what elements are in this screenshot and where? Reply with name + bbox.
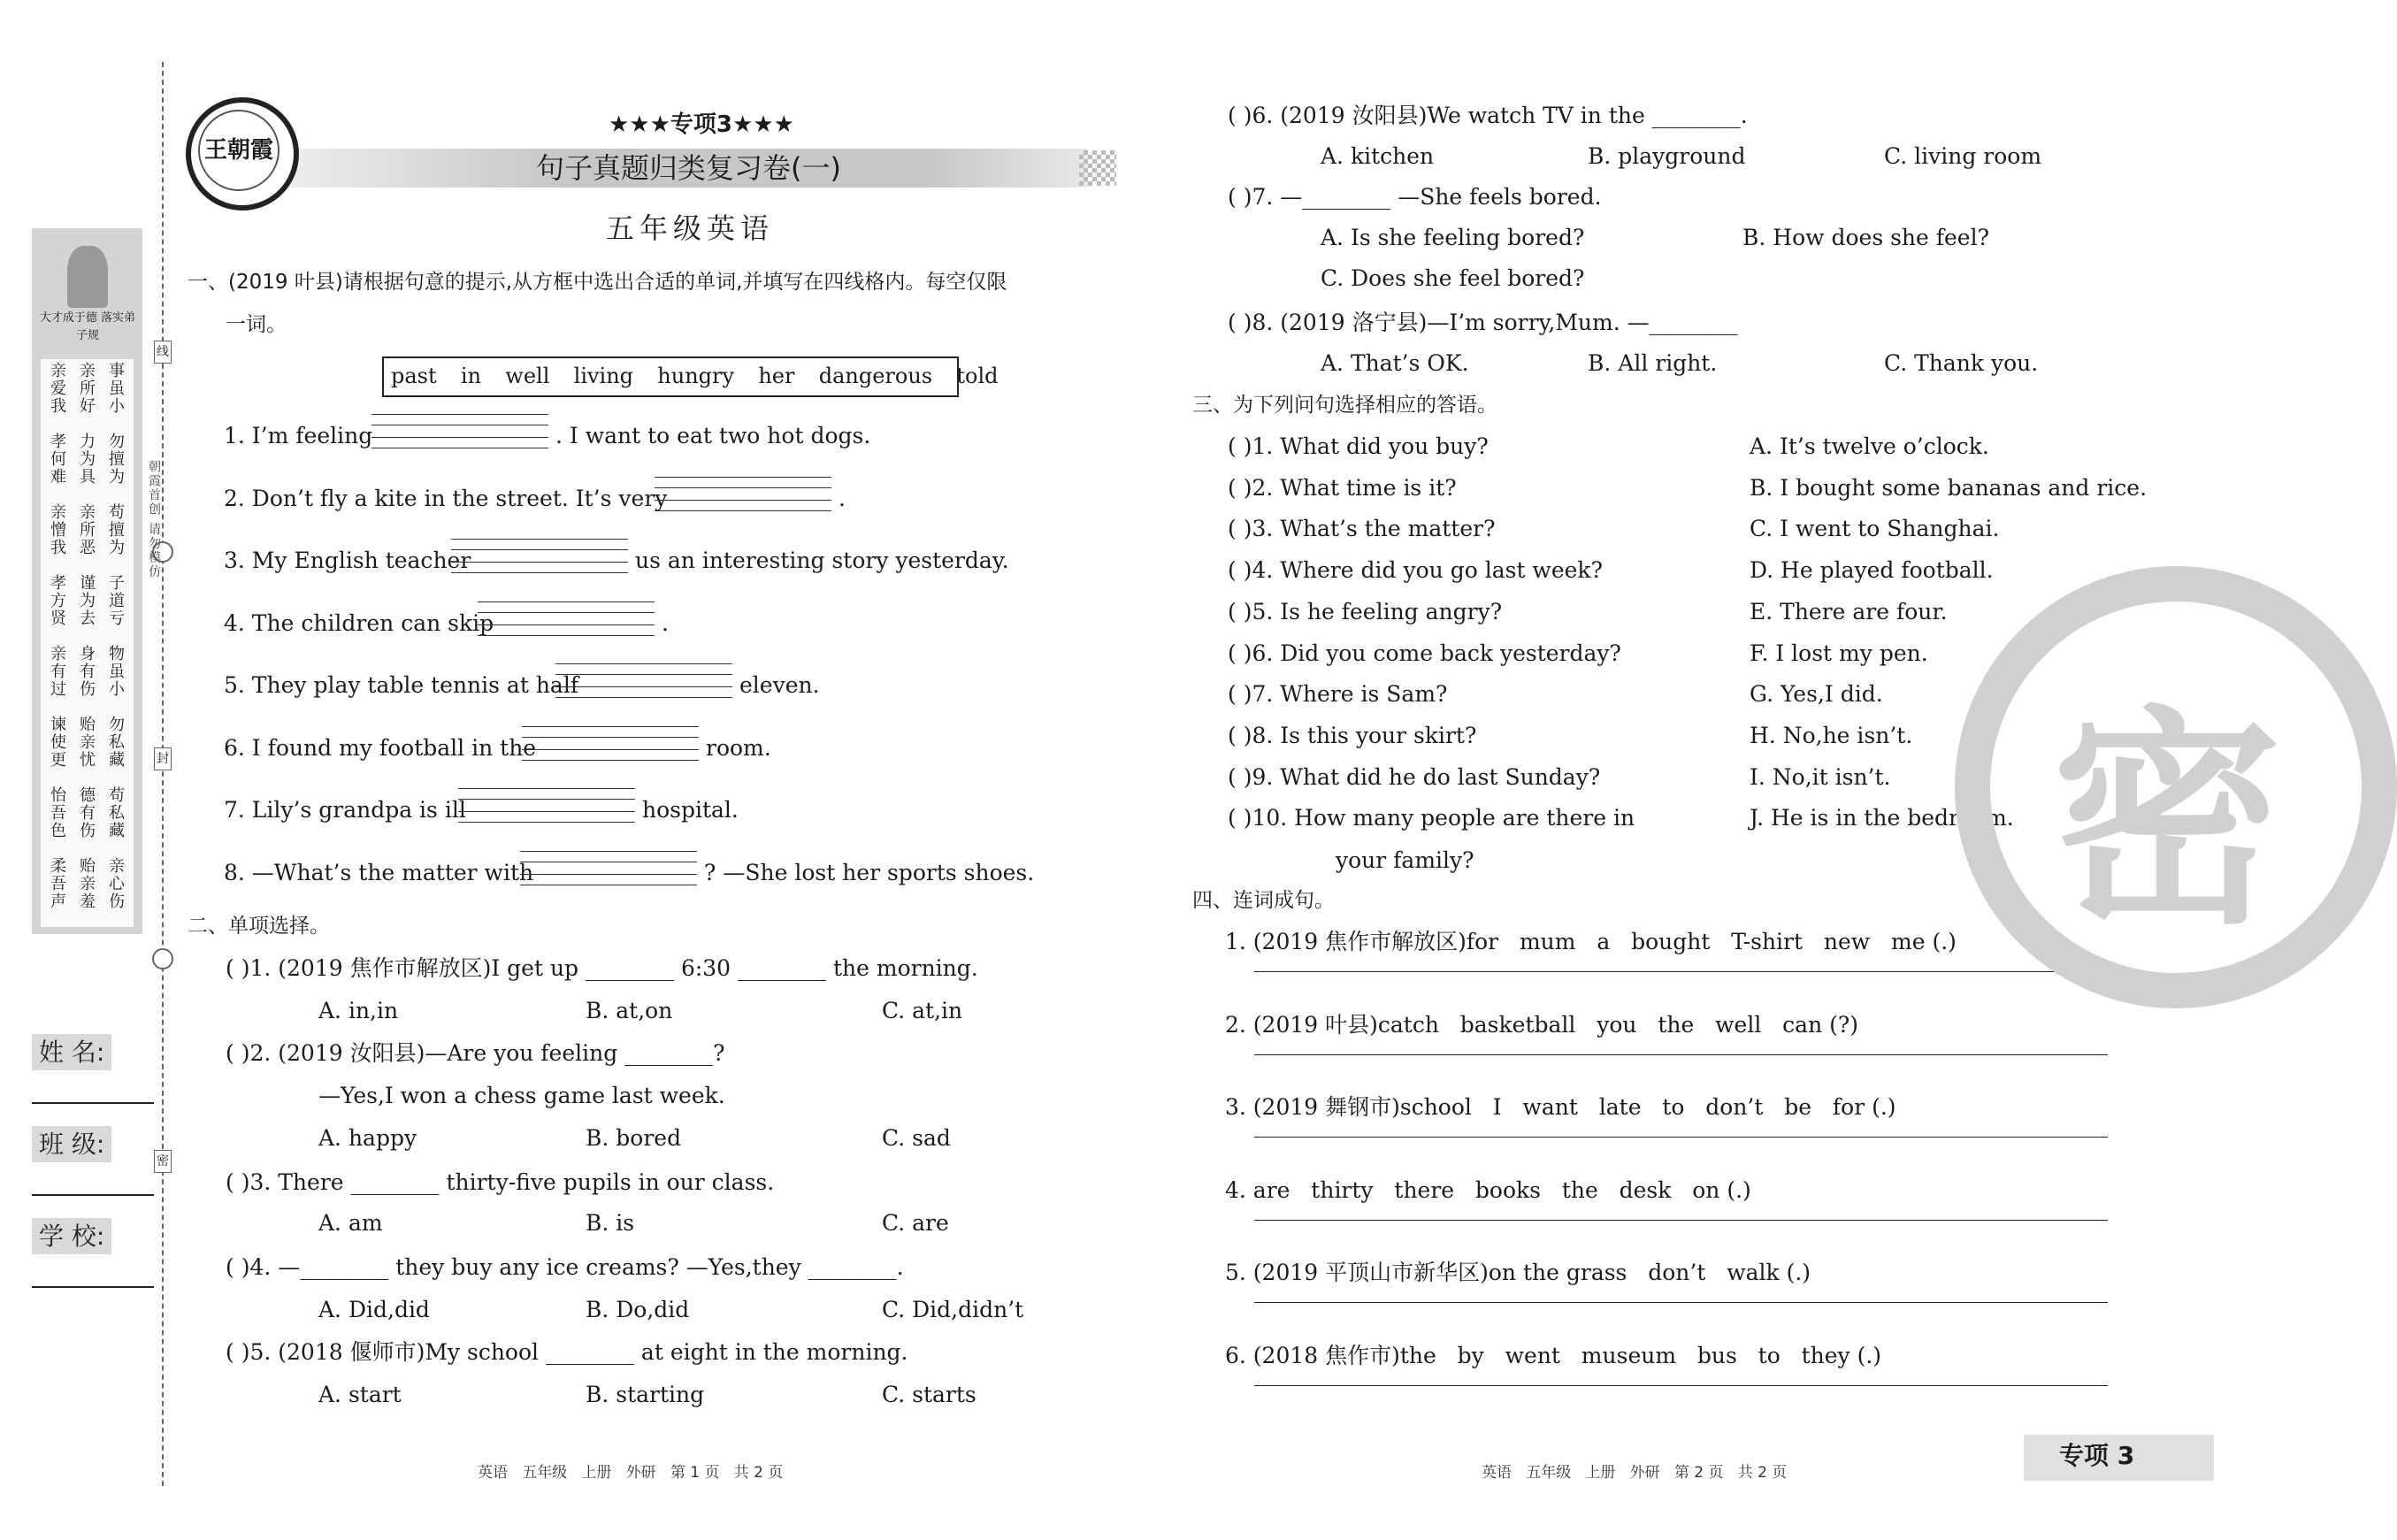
four-line-blank[interactable] [522,726,699,767]
fill-item-text-after: . I want to eat two hot dogs. [555,423,871,448]
mc-option-b[interactable]: B. starting [586,1382,705,1407]
four-line-blank[interactable] [451,539,628,579]
fill-item-text: 3. My English teacher [224,548,471,573]
page-title: 句子真题归类复习卷(一) [536,151,841,185]
mc-question: ( )5. (2018 偃师市)My school ________ at eight in the morning. [226,1339,908,1365]
poem-column: 亲所好 [80,362,96,416]
mc-option-a[interactable]: A. kitchen [1321,143,1435,169]
mc-option-b[interactable]: B. Do,did [586,1297,690,1322]
mc-option-c[interactable]: C. starts [882,1382,976,1407]
poem-column: 贻亲忧 [80,716,96,770]
mc-question: ( )6. (2019 汝阳县)We watch TV in the ________. [1228,103,1748,128]
motto-slogan: 大才成于德 落实弟子规 [39,311,136,342]
poem-column: 苟擅为 [109,503,125,557]
mc-option-b[interactable]: B. playground [1588,143,1746,169]
answer-line[interactable] [1254,1302,2108,1303]
fill-item-text: 7. Lily’s grandpa is ill [224,797,466,823]
poem-column: 亲爱我 [50,362,66,416]
mc-option-b[interactable]: B. is [586,1210,635,1236]
match-answer: J. He is in the bedroom. [1750,805,2014,831]
four-line-blank[interactable] [371,414,548,455]
answer-line[interactable] [1254,1385,2108,1386]
section2-heading: 二、单项选择。 [188,915,330,938]
logo-text: 王朝霞 [198,110,280,191]
poem-column: 亲有过 [50,645,66,699]
answer-line[interactable] [1254,1220,2108,1221]
poem-column: 柔吾声 [50,857,66,911]
mc-option-b[interactable]: B. at,on [586,998,673,1023]
mc-option-c[interactable]: C. Thank you. [1884,350,2039,376]
poem-column: 亲所恶 [80,503,96,557]
poem-column: 事虽小 [109,362,125,416]
poem-column: 力为具 [80,433,96,487]
mc-option-a[interactable]: A. am [318,1210,383,1236]
match-question: ( )6. Did you come back yesterday? [1228,640,1621,666]
reorder-prompt: 2. (2019 叶县)catch basketball you the well can (?) [1225,1011,1859,1038]
fill-item-text: 4. The children can skip [224,609,494,636]
mc-option-c[interactable]: C. sad [882,1125,951,1151]
mc-question: ( )2. (2019 汝阳县)—Are you feeling ________? [226,1040,725,1066]
fill-item-text: 8. —What’s the matter with [224,859,534,885]
four-line-blank[interactable] [555,663,732,704]
series-tag [2024,1435,2214,1481]
section1-heading: 一、(2019 叶县)请根据句意的提示,从方框中选出合适的单词,并填写在四线格内。每空仅限 [188,271,1007,294]
mascot-icon [67,246,108,308]
match-question: ( )5. Is he feeling angry? [1228,598,1503,624]
word-bank-words: past in well living hungry her dangerous told [391,364,999,388]
match-answer: F. I lost my pen. [1750,640,1928,666]
match-answer: C. I went to Shanghai. [1750,516,2000,542]
dizigui-poem [41,359,134,927]
reorder-prompt: 5. (2019 平顶山市新华区)on the grass don’t walk (.) [1225,1260,1811,1285]
poem-column: 亲憎我 [50,503,66,557]
match-question-cont: your family? [1336,847,1474,873]
reorder-prompt: 3. (2019 舞钢市)school I want late to don’t be for (.) [1225,1094,1896,1120]
match-answer: B. I bought some bananas and rice. [1750,474,2148,501]
mc-option-c[interactable]: C. living room [1884,143,2042,169]
match-question: ( )2. What time is it? [1228,474,1457,501]
fill-item-text: 1. I’m feeling [224,423,373,448]
mc-option-a[interactable]: A. happy [318,1125,417,1151]
poem-column: 子道亏 [109,574,125,628]
poem-column: 苟私藏 [109,786,125,840]
four-line-blank[interactable] [655,477,831,517]
mc-option-b[interactable]: B. bored [586,1125,682,1151]
fill-item-text: 2. Don’t fly a kite in the street. It’s very [224,485,668,511]
match-answer: D. He played football. [1750,557,1994,584]
word-bank [382,356,999,397]
match-question: ( )4. Where did you go last week? [1228,557,1603,584]
poem-column: 谨为去 [80,574,96,628]
poem-column: 贻亲羞 [80,857,96,911]
poem-column: 怡吾色 [50,786,66,840]
name-field-label: 姓 名: [32,1033,111,1069]
mc-option-b[interactable]: B. How does she feel? [1742,225,1990,250]
reorder-prompt: 1. (2019 焦作市解放区)for mum a bought T-shirt new me (.) [1225,929,1957,954]
mc-question: ( )1. (2019 焦作市解放区)I get up ________ 6:30 ________ the morning. [226,955,978,981]
mc-option-a[interactable]: A. Did,did [318,1297,430,1322]
mc-question: ( )3. There ________ thirty-five pupils in our class. [226,1169,775,1195]
match-answer: G. Yes,I did. [1750,681,1883,708]
series-label: ★★★专项3★★★ [609,111,794,138]
binding-line [162,62,164,1486]
mc-option-b[interactable]: B. All right. [1588,350,1718,376]
poem-column: 孝方贤 [50,574,66,628]
match-question: ( )3. What’s the matter? [1228,516,1496,542]
poem-column: 亲心伤 [109,857,125,911]
name-field[interactable] [32,1102,154,1104]
series-tag-text: 专项 3 [2059,1441,2135,1470]
match-question: ( )7. Where is Sam? [1228,681,1448,708]
answer-line[interactable] [1254,1054,2108,1055]
fill-item-text-after: ? —She lost her sports shoes. [704,859,1035,885]
poem-column: 勿擅为 [109,433,125,487]
four-line-blank[interactable] [478,601,655,642]
mc-question: ( )7. —________ —She feels bored. [1228,184,1602,210]
binding-hole-icon [152,948,173,969]
answer-line[interactable] [1254,1137,2108,1138]
class-field[interactable] [32,1194,154,1196]
match-question: ( )9. What did he do last Sunday? [1228,763,1601,790]
poem-column: 孝何难 [50,433,66,487]
fill-item-text: 5. They play table tennis at half [224,672,579,698]
poem-column: 物虽小 [109,645,125,699]
fill-item-text-after: room. [706,734,771,761]
mc-option-a[interactable]: A. in,in [318,998,399,1023]
mc-option-c[interactable]: C. Did,didn’t [882,1297,1024,1322]
section1-heading-cont: 一词。 [226,313,287,336]
match-question: ( )1. What did you buy? [1228,433,1489,459]
class-field-label: 班 级: [32,1125,111,1161]
mc-option-c[interactable]: C. at,in [882,998,963,1023]
reorder-prompt: 4. are thirty there books the desk on (.) [1225,1176,1751,1203]
watermark-char: 密 [2052,688,2282,955]
mc-option-c[interactable]: C. are [882,1210,949,1236]
poem-column: 谏使更 [50,716,66,770]
seal-mark-line: 线 [154,341,172,364]
match-answer: I. No,it isn’t. [1750,763,1891,790]
mc-question-cont: —Yes,I won a chess game last week. [318,1083,725,1108]
four-line-blank[interactable] [520,851,697,892]
mc-option-a[interactable]: A. Is she feeling bored? [1321,225,1585,250]
school-field[interactable] [32,1286,154,1288]
fill-item-text-after: . [839,485,846,511]
motto-panel [32,228,142,934]
poem-column: 身有伤 [80,645,96,699]
mc-option-a[interactable]: A. That’s OK. [1321,350,1469,376]
seal-mark-seal: 封 [154,747,172,770]
mc-option-c[interactable]: C. Does she feel bored? [1321,265,1585,291]
match-question: ( )8. Is this your skirt? [1228,722,1477,748]
match-question: ( )10. How many people are there in [1228,805,1635,831]
match-answer: A. It’s twelve o’clock. [1750,433,1989,459]
page-footer-left: 英语 五年级 上册 外研 第 1 页 共 2 页 [478,1464,784,1482]
reorder-prompt: 6. (2018 焦作市)the by went museum bus to they (.) [1225,1342,1882,1368]
mc-question: ( )8. (2019 洛宁县)—I’m sorry,Mum. —________ [1228,310,1738,335]
fill-item-text-after: us an interesting story yesterday. [635,548,1009,573]
fill-item-text: 6. I found my football in the [224,734,537,761]
confidential-stamp-icon [1955,566,2397,1008]
title-band-pattern [1079,150,1116,186]
school-field-label: 学 校: [32,1217,111,1253]
four-line-blank[interactable] [458,788,635,829]
fill-item-text-after: hospital. [642,797,739,823]
page-footer-right: 英语 五年级 上册 外研 第 2 页 共 2 页 [1482,1464,1788,1482]
poem-column: 德有伤 [80,786,96,840]
match-answer: H. No,he isn’t. [1750,722,1913,748]
fill-item-text-after: . [662,609,669,636]
poem-column: 勿私藏 [109,716,125,770]
answer-line[interactable] [1254,971,2108,972]
page-subtitle: 五年级英语 [606,211,775,245]
copyright-note: 朝霞首创 请勿模仿 [147,460,161,579]
mc-question: ( )4. —________ they buy any ice creams? —Yes,they ________. [226,1254,904,1280]
seal-mark-secret: 密 [154,1150,172,1173]
section4-heading: 四、连词成句。 [1192,889,1335,912]
mc-option-a[interactable]: A. start [318,1382,402,1407]
section3-heading: 三、为下列问句选择相应的答语。 [1192,394,1497,417]
fill-item-text-after: eleven. [739,672,820,698]
publisher-logo [186,97,299,211]
match-answer: E. There are four. [1750,598,1948,624]
